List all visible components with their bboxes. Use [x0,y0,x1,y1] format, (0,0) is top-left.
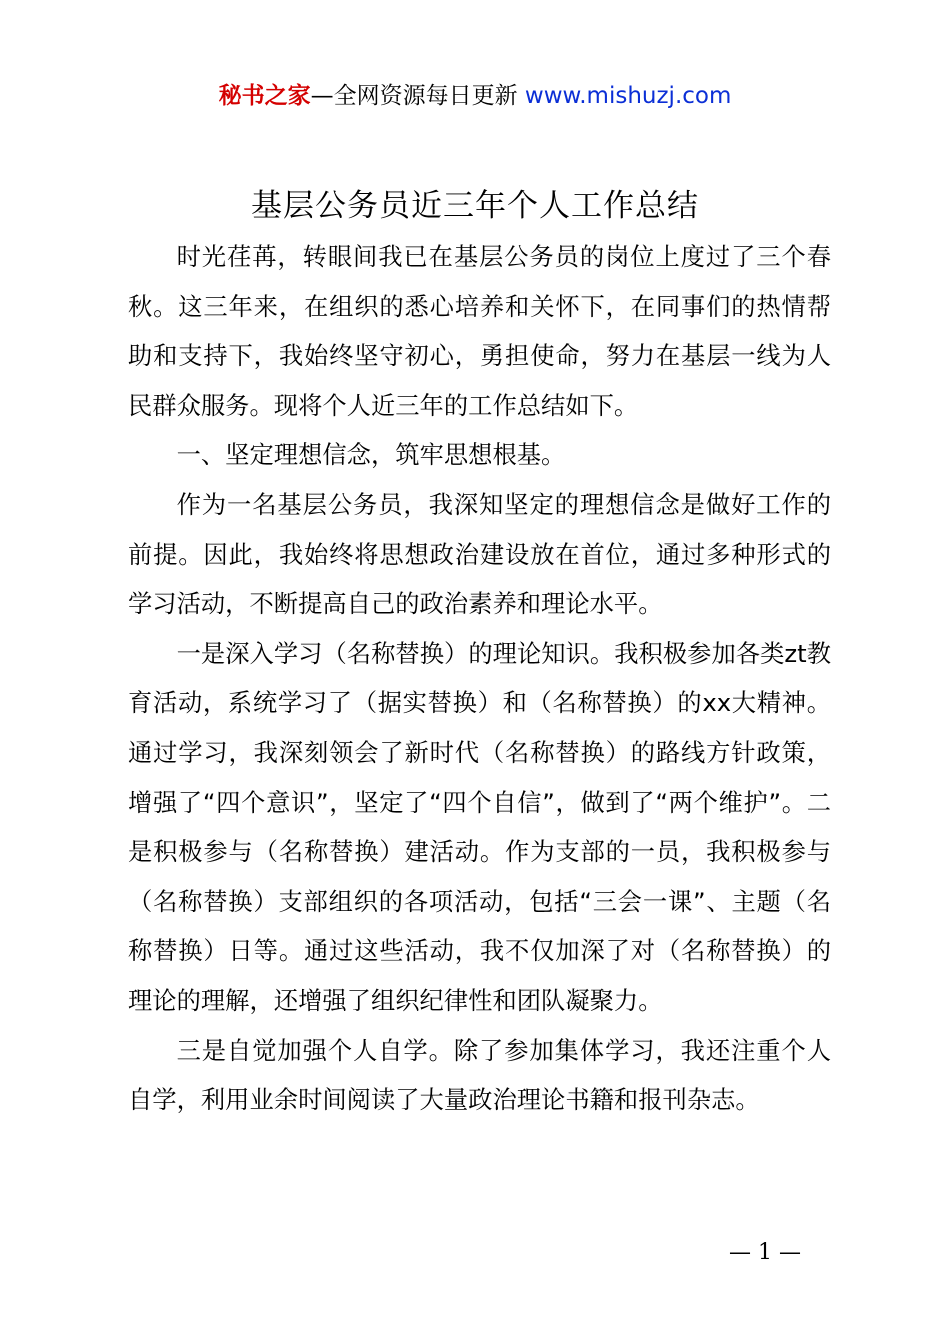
body-paragraph: 一是深入学习（名称替换）的理论知识。我积极参加各类zt教育活动，系统学习了（据实替换）和（名称替换）的xx大精神。通过学习，我深刻领会了新时代（名称替换）的路线方针政策，增强了“四个意识”，坚定了“四个自信”，做到了“两个维护”。二是积极参与（名称替换）建活动。作为支部的一员，我积极参与（名称替换）支部组织的各项活动，包括“三会一课”、主题（名称替换）日等。通过这些活动，我不仅加深了对（名称替换）的理论的理解，还增强了组织纪律性和团队凝聚力。 [128,638,831,1015]
document-body [128,232,831,1125]
section-heading: 一、坚定理想信念，筑牢思想根基。 [176,440,566,470]
intro-paragraph: 时光荏苒，转眼间我已在基层公务员的岗位上度过了三个春秋。这三年来，在组织的悉心培养和关怀下，在同事们的热情帮助和支持下，我始终坚守初心，勇担使命，努力在基层一线为人民群众服务。现将个人近三年的工作总结如下。 [128,242,831,420]
document-title: 基层公务员近三年个人工作总结 [251,188,699,224]
site-url-link[interactable]: www.mishuzj.com [524,83,732,109]
site-tagline: —全网资源每日更新 [310,83,525,109]
body-paragraph: 作为一名基层公务员，我深知坚定的理想信念是做好工作的前提。因此，我始终将思想政治建设放在首位，通过多种形式的学习活动，不断提高自己的政治素养和理论水平。 [128,489,831,619]
body-paragraph: 三是自觉加强个人自学。除了参加集体学习，我还注重个人自学，利用业余时间阅读了大量政治理论书籍和报刊杂志。 [128,1035,831,1115]
site-brand: 秘书之家 [218,83,311,109]
site-header [0,80,950,112]
page-number: — 1 — [729,1240,801,1265]
